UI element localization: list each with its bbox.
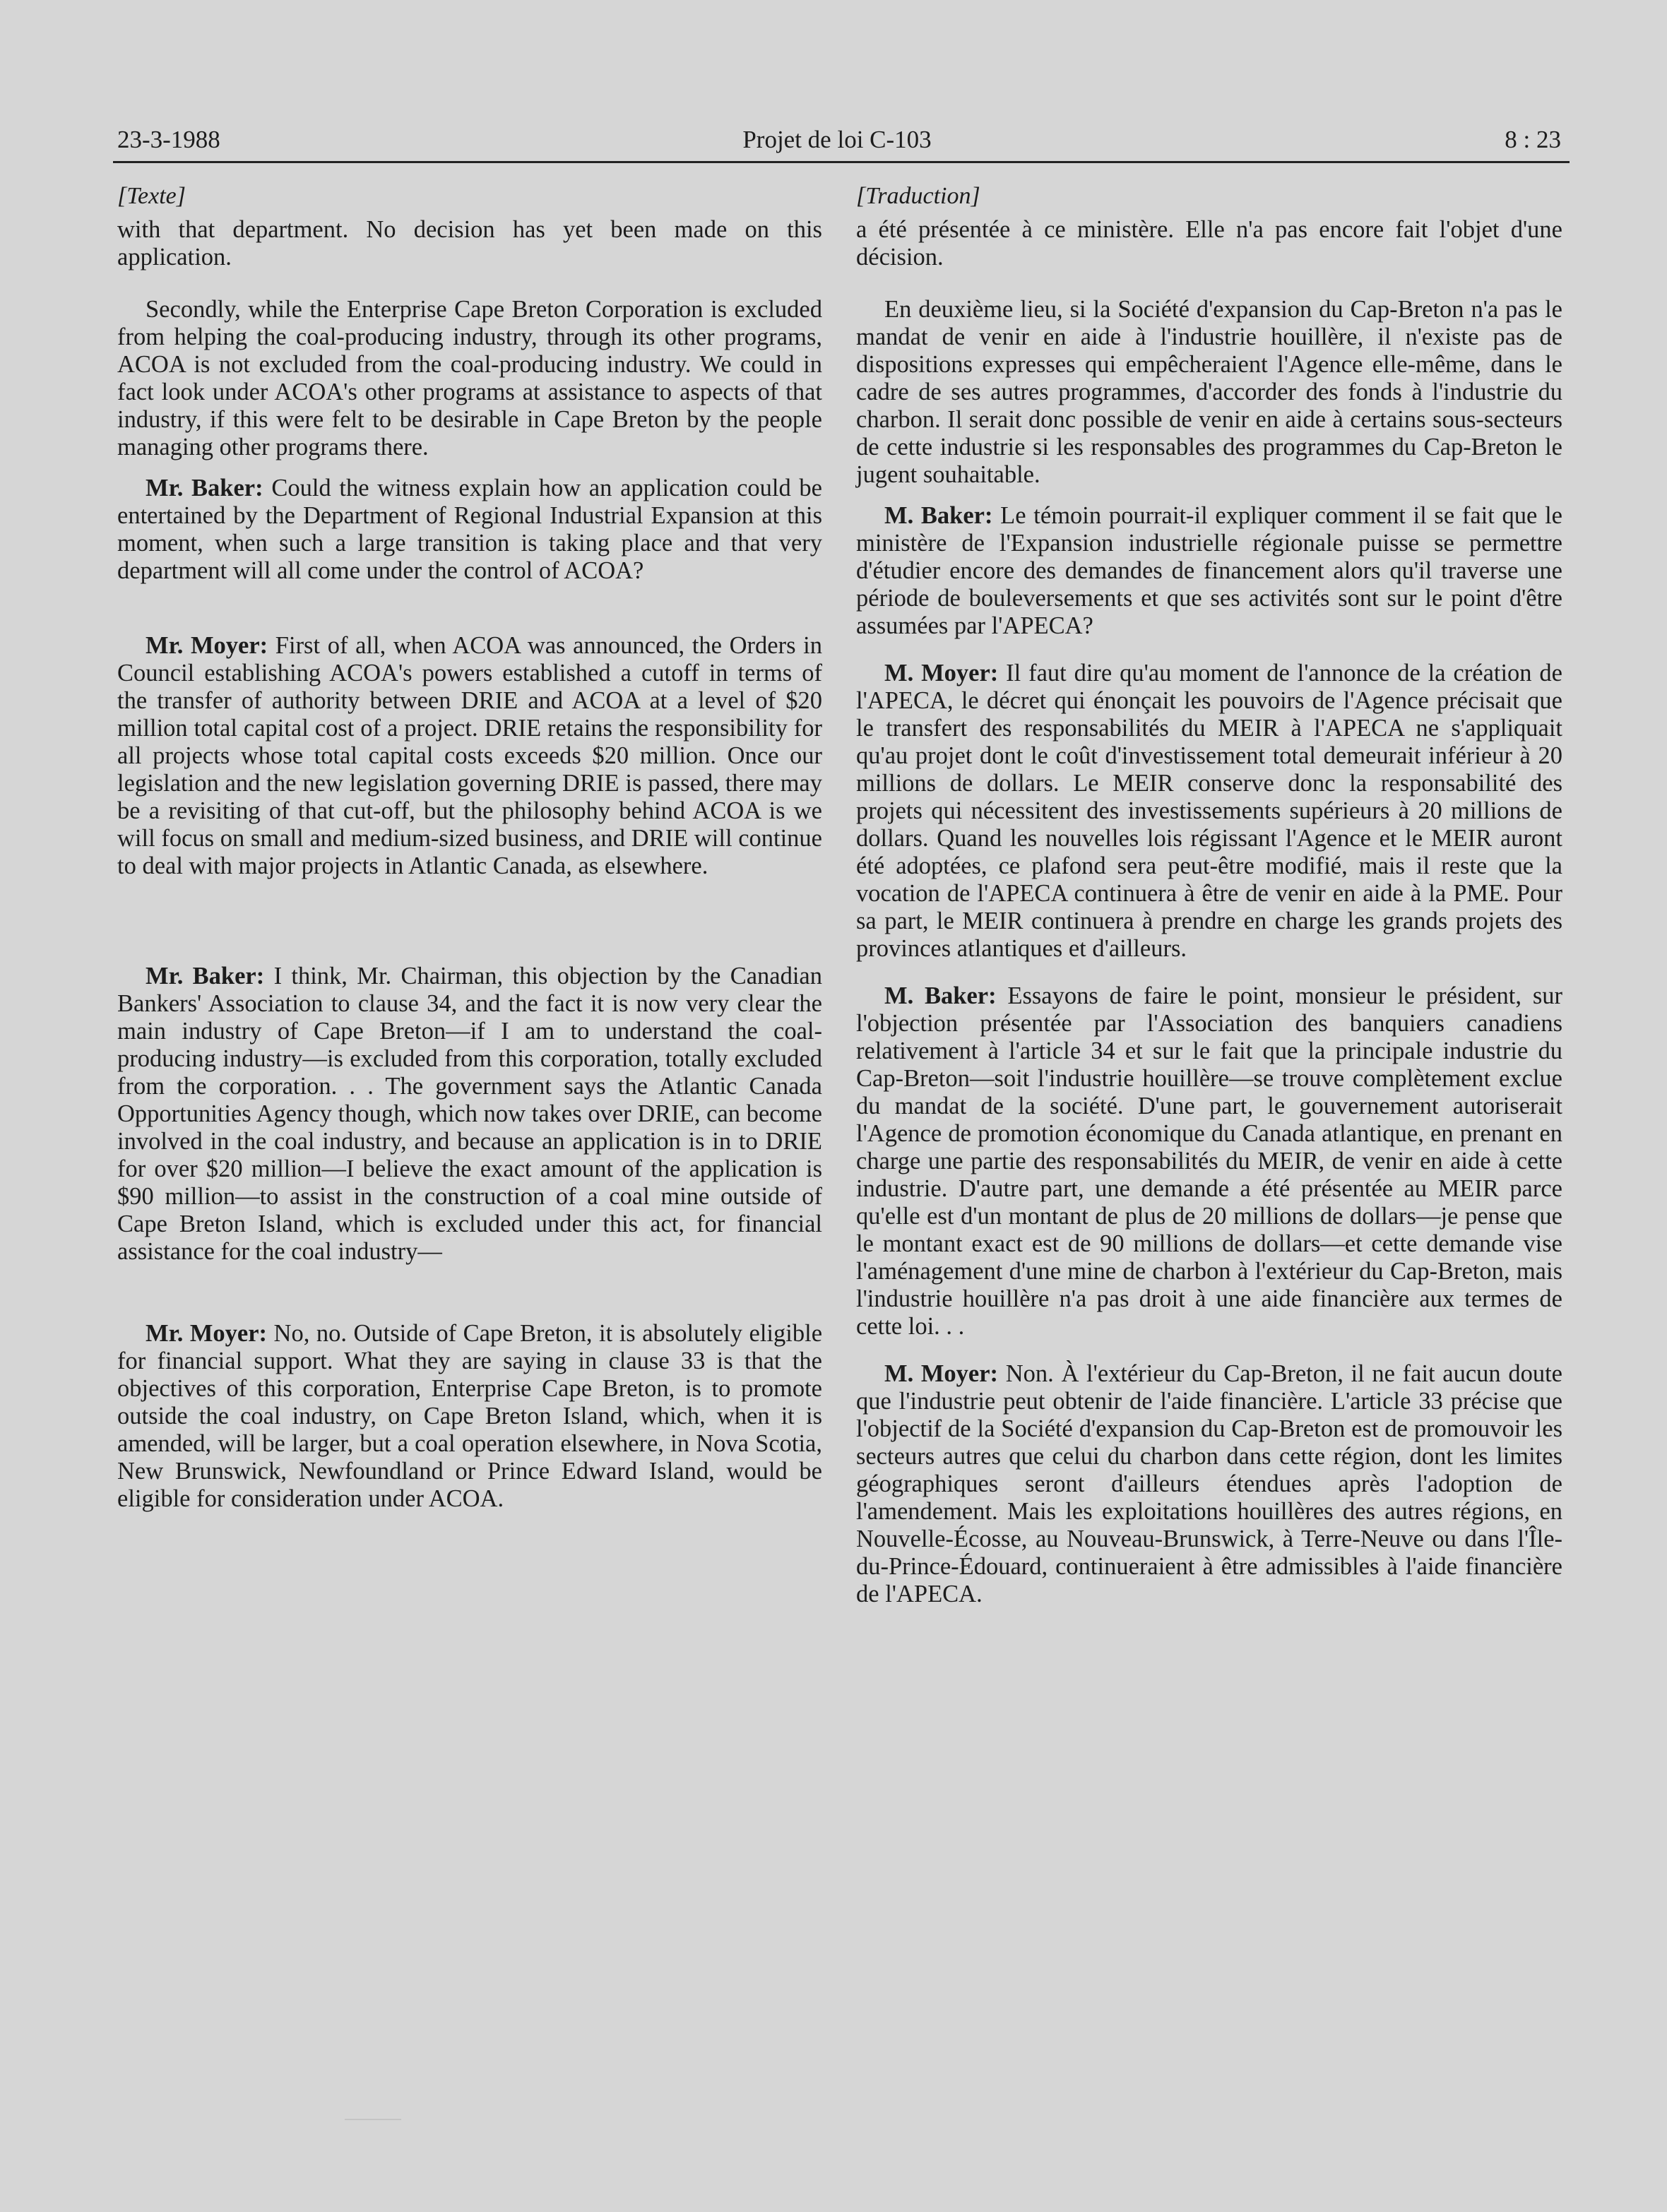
header-rule — [113, 161, 1570, 163]
paragraph-en-5 — [117, 963, 822, 1266]
paragraph-en-1: with that department. No decision has yet been made on this application. — [117, 216, 822, 270]
header-title: Projet de loi C-103 — [742, 126, 932, 153]
paragraph-en-6 — [117, 1320, 822, 1513]
paragraph-fr-4 — [856, 660, 1562, 963]
speech-text: Could the witness explain how an application could be entertained by the Department of Regional Industrial Expansion at this moment, when such a large transition is taking place and that very department will all come under the control of ACOA? — [117, 475, 822, 584]
paragraph-fr-3 — [856, 502, 1562, 640]
column-tag-french: [Traduction] — [856, 183, 980, 209]
speaker-label: Mr. Moyer: — [146, 632, 268, 659]
speaker-label: M. Baker: — [884, 982, 997, 1009]
paragraph-en-2: Secondly, while the Enterprise Cape Breton Corporation is excluded from helping the coal-producing industry, through its other programs, ACOA is not excluded from the coal-producing industry. We could in fact look under ACOA's other programs at assistance to aspects of that industry, if this were felt to be desirable in Cape Breton by the people managing other programs there. — [117, 296, 822, 460]
english-column — [117, 182, 822, 1513]
paragraph-en-4 — [117, 632, 822, 880]
speaker-label: M. Moyer: — [884, 1360, 999, 1387]
paragraph-fr-6 — [856, 1360, 1562, 1608]
paragraph-fr-2: En deuxième lieu, si la Société d'expansion du Cap-Breton n'a pas le mandat de venir en aide à l'industrie houillère, il n'existe pas de dispositions expresses qui empêcheraient l'Agence elle-même, dans le cadre de ses autres programmes, d'accorder des fonds à l'industrie du charbon. Il serait donc possible de venir en aide à certains sous-secteurs de cette industrie si les responsables des programmes du Cap-Breton le jugent souhaitable. — [856, 296, 1562, 488]
header-date: 23-3-1988 — [117, 126, 220, 153]
speech-text: No, no. Outside of Cape Breton, it is absolutely eligible for financial support. What they are saying in clause 33 is that the objectives of this corporation, Enterprise Cape Breton, is to promote outside the coal industry, on Cape Breton Island, which, when it is amended, will be larger, but a coal operation elsewhere, in Nova Scotia, New Brunswick, Newfoundland or Prince Edward Island, would be eligible for consideration under ACOA. — [117, 1320, 823, 1512]
scan-mark — [345, 2119, 401, 2120]
paragraph-fr-5 — [856, 982, 1562, 1340]
speech-text: I think, Mr. Chairman, this objection by the Canadian Bankers' Association to clause 34, and the fact it is now very clear the main industry of Cape Breton—if I am to understand the coal-producing industry—is excluded from this corporation, totally excluded from the corporation. . . The government says the Atlantic Canada Opportunities Agency though, which now takes over DRIE, can become involved in the coal industry, and because an application is in to DRIE for over $20 million—I believe the exact amount of the application is $90 million—to assist in the construction of a coal mine outside of Cape Breton Island, which is excluded under this act, for financial assistance for the coal industry— — [117, 963, 822, 1265]
speaker-label: Mr. Baker: — [146, 963, 265, 989]
speaker-label: M. Baker: — [884, 502, 993, 529]
speaker-label: Mr. Baker: — [146, 475, 263, 501]
column-tag-english: [Texte] — [117, 183, 186, 209]
speech-text: Essayons de faire le point, monsieur le président, sur l'objection présentée par l'Association des banquiers canadiens relativement à l'article 34 et sur le fait que la principale industrie du Cap-Breton—soit l'industrie houillère—se trouve complètement exclue du mandat de la société. D'une part, le gouvernement autoriserait l'Agence de promotion économique du Canada atlantique, en prenant en charge une partie des responsabilités du MEIR, de venir en aide à cette industrie. D'autre part, une demande a été présentée au MEIR parce qu'elle est d'un montant de plus de 20 millions de dollars—je pense que le montant exact est de 90 millions de dollars—et cette demande vise l'aménagement d'une mine de charbon à l'extérieur du Cap-Breton, mais l'industrie houillère n'a pas droit à une aide financière aux termes de cette loi. . . — [856, 982, 1562, 1340]
speech-text: Non. À l'extérieur du Cap-Breton, il ne fait aucun doute que l'industrie peut obtenir de l'aide financière. L'article 33 précise que l'objectif de la Société d'expansion du Cap-Breton est de promouvoir les secteurs autres que celui du charbon dans cette région, dont les limites géographiques seront d'ailleurs étendues après l'adoption de l'amendement. Mais les exploitations houillères des autres régions, en Nouvelle-Écosse, au Nouveau-Brunswick, à Terre-Neuve ou dans l'Île-du-Prince-Édouard, continueraient à être admissibles à l'aide financière de l'APECA. — [856, 1360, 1562, 1607]
speaker-label: Mr. Moyer: — [146, 1320, 268, 1347]
speaker-label: M. Moyer: — [884, 660, 999, 686]
speech-text: Le témoin pourrait-il expliquer comment il se fait que le ministère de l'Expansion industrielle régionale puisse se permettre d'étudier encore des demandes de financement alors qu'il traverse une période de bouleversements et que ses activités sont sur le point d'être assumées par l'APECA? — [856, 502, 1562, 639]
paragraph-fr-1: a été présentée à ce ministère. Elle n'a pas encore fait l'objet d'une décision. — [856, 216, 1562, 270]
french-column — [856, 182, 1562, 1608]
page-header — [113, 126, 1561, 162]
paragraph-en-3 — [117, 475, 822, 585]
speech-text: Il faut dire qu'au moment de l'annonce de la création de l'APECA, le décret qui énonçait les pouvoirs de l'Agence précisait que le transfert des responsabilités du MEIR à l'APECA ne s'appliquait qu'au projet dont le coût d'investissement total demeurait inférieur à 20 millions de dollars. Le MEIR conserve donc la responsabilité des projets qui nécessitent des investissements supérieurs à 20 millions de dollars. Quand les nouvelles lois régissant l'Agence et le MEIR auront été adoptées, ce plafond sera peut-être modifié, mais il reste que la vocation de l'APECA continuera à être de venir en aide à la PME. Pour sa part, le MEIR continuera à prendre en charge les grands projets des provinces atlantiques et d'ailleurs. — [856, 660, 1562, 962]
speech-text: First of all, when ACOA was announced, the Orders in Council establishing ACOA's powers established a cutoff in terms of the transfer of authority between DRIE and ACOA at a level of $20 million total capital cost of a project. DRIE retains the responsibility for all projects whose total capital costs exceeds $20 million. Once our legislation and the new legislation governing DRIE is passed, there may be a revisiting of that cut-off, but the philosophy behind ACOA is we will focus on small and medium-sized business, and DRIE will continue to deal with major projects in Atlantic Canada, as elsewhere. — [117, 632, 822, 879]
header-page-number: 8 : 23 — [1505, 126, 1561, 153]
